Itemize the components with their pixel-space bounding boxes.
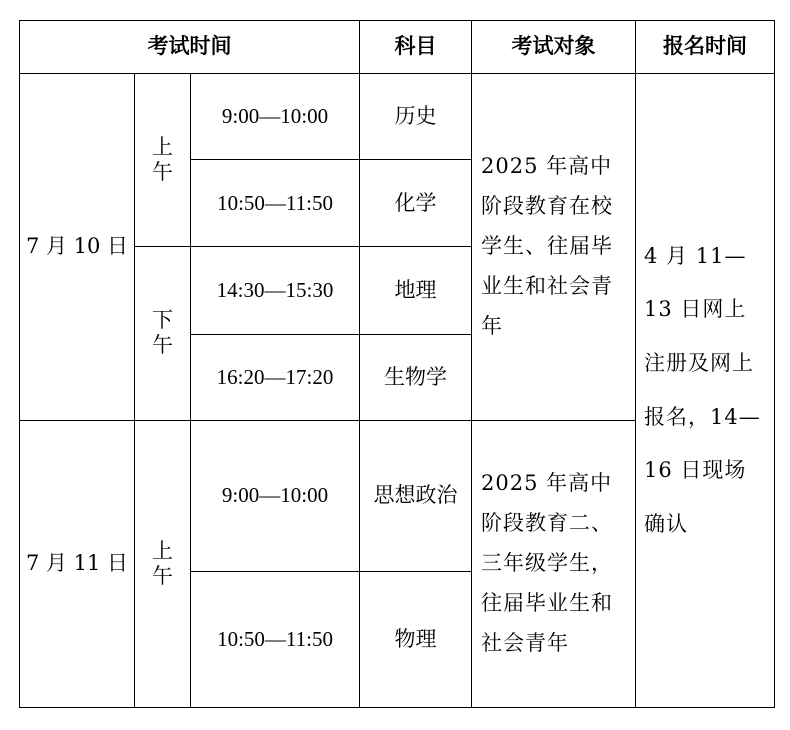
exam-date: 7 月 10 日 (20, 74, 135, 420)
half-day-text: 上午 (152, 538, 173, 588)
header-exam-time: 考试时间 (20, 21, 360, 74)
session-time: 9:00—10:00 (191, 74, 360, 160)
signup-time: 4 月 11—13 日网上注册及网上报名，14—16 日现场确认 (636, 74, 775, 708)
session-subject: 化学 (360, 160, 472, 247)
session-subject: 物理 (360, 571, 472, 707)
session-time: 14:30—15:30 (191, 247, 360, 335)
session-time: 10:50—11:50 (191, 160, 360, 247)
session-subject: 生物学 (360, 335, 472, 420)
session-time: 10:50—11:50 (191, 571, 360, 707)
exam-target: 2025 年高中阶段教育二、三年级学生，往届毕业生和社会青年 (472, 420, 636, 707)
session-subject: 地理 (360, 247, 472, 335)
header-row (20, 21, 775, 74)
session-time: 9:00—10:00 (191, 420, 360, 571)
table-row (20, 74, 775, 160)
header-subject: 科目 (360, 21, 472, 74)
half-day-label (135, 420, 191, 707)
exam-date: 7 月 11 日 (20, 420, 135, 707)
session-time: 16:20—17:20 (191, 335, 360, 420)
session-subject: 思想政治 (360, 420, 472, 571)
half-day-label (135, 74, 191, 247)
half-day-label (135, 247, 191, 420)
half-day-text: 上午 (152, 135, 173, 185)
exam-target: 2025 年高中阶段教育在校学生、往届毕业生和社会青年 (472, 74, 636, 420)
header-signup-time: 报名时间 (636, 21, 775, 74)
session-subject: 历史 (360, 74, 472, 160)
header-target: 考试对象 (472, 21, 636, 74)
exam-schedule-table (19, 20, 775, 708)
half-day-text: 下午 (152, 308, 173, 358)
